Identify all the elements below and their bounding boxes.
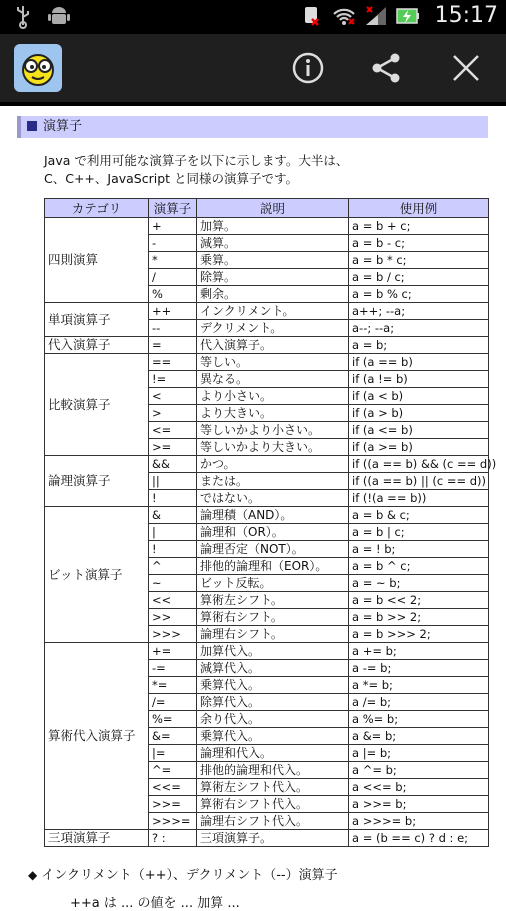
operator-cell: *: [149, 252, 197, 269]
example-cell: a = b / c;: [349, 269, 489, 286]
description-cell: より小さい。: [197, 388, 349, 405]
category-cell: 三項演算子: [45, 830, 149, 847]
operator-cell: *=: [149, 677, 197, 694]
usb-icon: [12, 5, 34, 27]
example-cell: a--; --a;: [349, 320, 489, 337]
example-cell: a |= b;: [349, 745, 489, 762]
example-cell: if (a != b): [349, 371, 489, 388]
description-cell: 加算代入。: [197, 643, 349, 660]
description-cell: または。: [197, 473, 349, 490]
operator-cell: ||: [149, 473, 197, 490]
operator-cell: =: [149, 337, 197, 354]
table-body: [45, 218, 497, 847]
example-cell: a = b & c;: [349, 507, 489, 524]
example-cell: if (a == b): [349, 354, 489, 371]
operator-cell: +=: [149, 643, 197, 660]
example-cell: a++; --a;: [349, 303, 489, 320]
operator-cell: ^: [149, 558, 197, 575]
description-cell: デクリメント。: [197, 320, 349, 337]
subsection-title: インクリメント（++）、デクリメント（--）演算子: [41, 868, 338, 883]
description-cell: 乗算代入。: [197, 677, 349, 694]
description-cell: 乗算代入。: [197, 728, 349, 745]
example-cell: a %= b;: [349, 711, 489, 728]
description-cell: 除算代入。: [197, 694, 349, 711]
operator-cell: >>>=: [149, 813, 197, 830]
example-cell: a *= b;: [349, 677, 489, 694]
example-cell: a = b;: [349, 337, 489, 354]
operator-cell: ^=: [149, 762, 197, 779]
description-cell: 論理右シフト代入。: [197, 813, 349, 830]
android-icon: [48, 5, 70, 27]
web-content[interactable]: [0, 106, 506, 911]
signal-icon: [365, 5, 387, 27]
category-cell: 比較演算子: [45, 354, 149, 456]
operator-cell: >: [149, 405, 197, 422]
operator-cell: ~: [149, 575, 197, 592]
operator-cell: |=: [149, 745, 197, 762]
operator-cell: %: [149, 286, 197, 303]
example-cell: if (a > b): [349, 405, 489, 422]
description-cell: 加算。: [197, 218, 349, 235]
header-category: カテゴリ: [45, 199, 149, 218]
operator-cell: +: [149, 218, 197, 235]
app-face-icon[interactable]: [14, 44, 62, 92]
description-cell: 論理積（AND）。: [197, 507, 349, 524]
example-cell: a = b * c;: [349, 252, 489, 269]
sim-icon: [301, 5, 323, 27]
operator-cell: /=: [149, 694, 197, 711]
table-row: [45, 830, 489, 847]
category-cell: 論理演算子: [45, 456, 149, 507]
table-row: [45, 218, 489, 235]
example-cell: a = b << 2;: [349, 592, 489, 609]
example-cell: a <<= b;: [349, 779, 489, 796]
header-operator: 演算子: [149, 199, 197, 218]
example-cell: a = b >> 2;: [349, 609, 489, 626]
header-description: 説明: [197, 199, 349, 218]
operator-cell: !=: [149, 371, 197, 388]
intro-line-2: C、C++、JavaScript と同様の演算子です。: [44, 171, 299, 186]
table-row: [45, 643, 489, 660]
example-cell: a = b ^ c;: [349, 558, 489, 575]
description-cell: 論理和代入。: [197, 745, 349, 762]
example-cell: a >>>= b;: [349, 813, 489, 830]
description-cell: 余り代入。: [197, 711, 349, 728]
operator-cell: !: [149, 541, 197, 558]
category-cell: 代入演算子: [45, 337, 149, 354]
description-cell: 算術左シフト代入。: [197, 779, 349, 796]
table-row: [45, 507, 489, 524]
example-cell: if (a < b): [349, 388, 489, 405]
description-cell: 剰余。: [197, 286, 349, 303]
operator-cell: |: [149, 524, 197, 541]
operator-cell: ==: [149, 354, 197, 371]
operator-cell: &&: [149, 456, 197, 473]
cut-off-text: ++a は ... の値を ... 加算 ...: [70, 896, 240, 911]
description-cell: 等しい。: [197, 354, 349, 371]
action-bar: [0, 34, 506, 106]
operator-cell: >=: [149, 439, 197, 456]
description-cell: 減算代入。: [197, 660, 349, 677]
operator-cell: <<=: [149, 779, 197, 796]
example-cell: if (a <= b): [349, 422, 489, 439]
clock: 15:17: [434, 3, 498, 28]
example-cell: if ((a == b) && (c == d)): [349, 456, 489, 473]
operator-cell: -: [149, 235, 197, 252]
example-cell: a = b - c;: [349, 235, 489, 252]
operator-cell: %=: [149, 711, 197, 728]
description-cell: ビット反転。: [197, 575, 349, 592]
intro-text: [44, 152, 484, 188]
wifi-icon: [333, 5, 355, 27]
description-cell: 異なる。: [197, 371, 349, 388]
section-header: [17, 116, 488, 138]
example-cell: a /= b;: [349, 694, 489, 711]
category-cell: 単項演算子: [45, 303, 149, 337]
intro-line-1: Java で利用可能な演算子を以下に示します。大半は、: [44, 153, 349, 168]
operator-cell: &=: [149, 728, 197, 745]
operator-cell: &: [149, 507, 197, 524]
category-cell: ビット演算子: [45, 507, 149, 643]
operator-cell: >>: [149, 609, 197, 626]
operator-table: [44, 198, 497, 847]
description-cell: 等しいかより大きい。: [197, 439, 349, 456]
operator-cell: <=: [149, 422, 197, 439]
operator-cell: -=: [149, 660, 197, 677]
subsection-heading: [28, 864, 338, 883]
category-cell: 算術代入演算子: [45, 643, 149, 830]
table-row: [45, 456, 489, 473]
table-row: [45, 354, 489, 371]
operator-cell: ? :: [149, 830, 197, 847]
operator-cell: --: [149, 320, 197, 337]
example-cell: a = b + c;: [349, 218, 489, 235]
diamond-bullet-icon: ◆: [28, 868, 38, 882]
example-cell: if (!(a == b)): [349, 490, 489, 507]
table-row: [45, 337, 489, 354]
info-icon[interactable]: [288, 48, 328, 88]
description-cell: 等しいかより小さい。: [197, 422, 349, 439]
description-cell: 代入演算子。: [197, 337, 349, 354]
section-title: 演算子: [43, 119, 83, 134]
square-bullet-icon: [27, 121, 37, 131]
close-icon[interactable]: [446, 48, 486, 88]
example-cell: a &= b;: [349, 728, 489, 745]
operator-cell: !: [149, 490, 197, 507]
category-cell: 四則演算: [45, 218, 149, 303]
description-cell: 排他的論理和（EOR）。: [197, 558, 349, 575]
operator-cell: >>=: [149, 796, 197, 813]
description-cell: ではない。: [197, 490, 349, 507]
description-cell: 論理右シフト。: [197, 626, 349, 643]
example-cell: if (a >= b): [349, 439, 489, 456]
example-cell: a ^= b;: [349, 762, 489, 779]
example-cell: a += b;: [349, 643, 489, 660]
status-bar: [0, 0, 506, 34]
example-cell: a = b >>> 2;: [349, 626, 489, 643]
example-cell: if ((a == b) || (c == d)): [349, 473, 489, 490]
example-cell: a -= b;: [349, 660, 489, 677]
example-cell: a = b | c;: [349, 524, 489, 541]
description-cell: 除算。: [197, 269, 349, 286]
operator-cell: >>>: [149, 626, 197, 643]
battery-icon: [397, 5, 419, 27]
description-cell: 論理否定（NOT）。: [197, 541, 349, 558]
operator-cell: <: [149, 388, 197, 405]
description-cell: 排他的論理和代入。: [197, 762, 349, 779]
header-example: 使用例: [349, 199, 489, 218]
description-cell: 算術右シフト。: [197, 609, 349, 626]
description-cell: 乗算。: [197, 252, 349, 269]
operator-cell: /: [149, 269, 197, 286]
share-icon[interactable]: [366, 48, 406, 88]
description-cell: 算術右シフト代入。: [197, 796, 349, 813]
description-cell: かつ。: [197, 456, 349, 473]
description-cell: より大きい。: [197, 405, 349, 422]
description-cell: 論理和（OR）。: [197, 524, 349, 541]
operator-cell: <<: [149, 592, 197, 609]
example-cell: a = b % c;: [349, 286, 489, 303]
table-header-row: [45, 199, 489, 218]
description-cell: 三項演算子。: [197, 830, 349, 847]
description-cell: 減算。: [197, 235, 349, 252]
description-cell: 算術左シフト。: [197, 592, 349, 609]
example-cell: a = (b == c) ? d : e;: [349, 830, 489, 847]
example-cell: a = ! b;: [349, 541, 489, 558]
example-cell: a >>= b;: [349, 796, 489, 813]
operator-cell: ++: [149, 303, 197, 320]
description-cell: インクリメント。: [197, 303, 349, 320]
table-row: [45, 303, 489, 320]
example-cell: a = ~ b;: [349, 575, 489, 592]
